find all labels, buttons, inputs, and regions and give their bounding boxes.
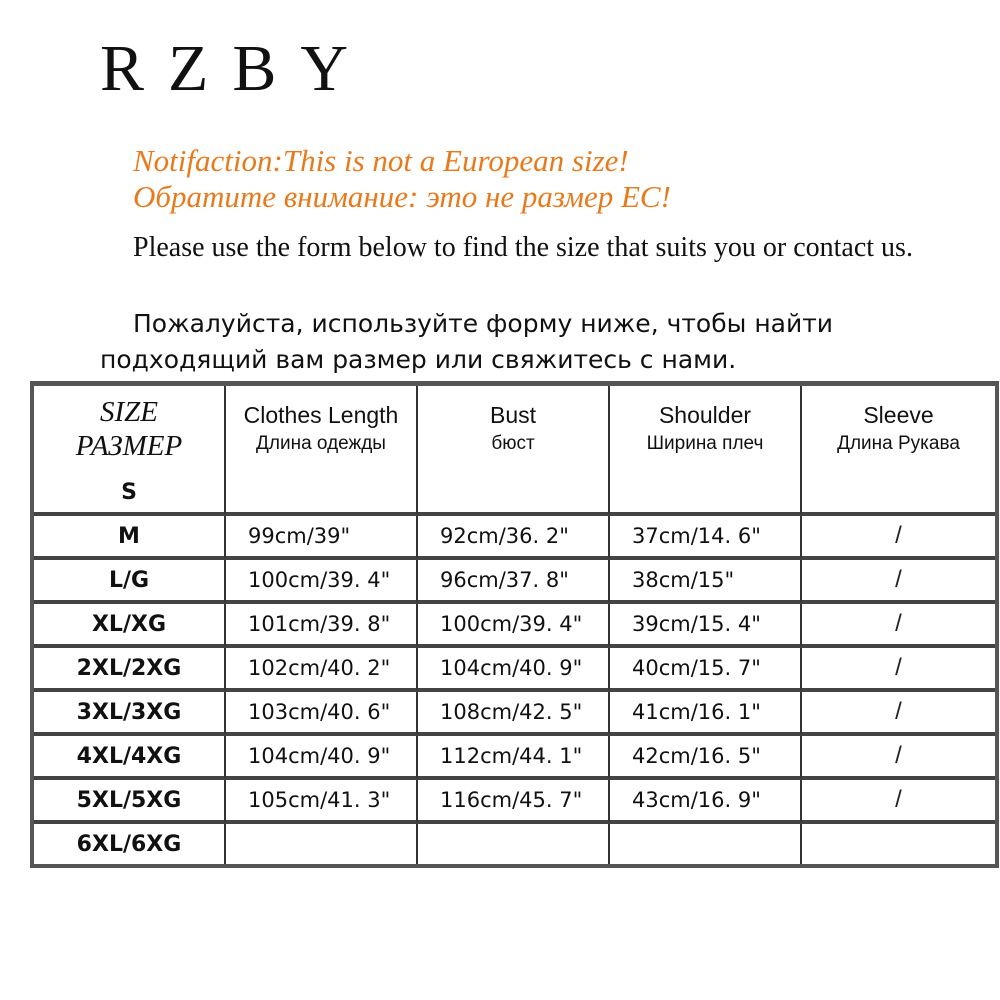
bust-value: 92cm/36. 2" bbox=[440, 524, 569, 548]
shoulder-cell bbox=[610, 472, 802, 516]
sleeve-value: / bbox=[895, 522, 902, 549]
col-header-en: Shoulder bbox=[658, 402, 752, 428]
shoulder-value: 37cm/14. 6" bbox=[632, 524, 761, 548]
table-row bbox=[34, 780, 995, 824]
length-cell bbox=[226, 560, 418, 604]
sleeve-cell bbox=[802, 472, 995, 516]
bust-cell bbox=[418, 780, 610, 824]
sleeve-cell bbox=[802, 736, 995, 780]
col-header-en: Bust bbox=[489, 402, 537, 428]
sleeve-value: / bbox=[895, 654, 902, 681]
notice-english: Notifaction:This is not a European size! bbox=[133, 143, 629, 178]
table-header-row bbox=[34, 386, 995, 472]
col-header-length bbox=[226, 386, 418, 472]
bust-cell bbox=[418, 824, 610, 864]
col-header-en: Clothes Length bbox=[243, 402, 399, 428]
bust-cell bbox=[418, 692, 610, 736]
sleeve-value: / bbox=[895, 698, 902, 725]
table-row bbox=[34, 560, 995, 604]
bust-cell bbox=[418, 648, 610, 692]
length-value: 102cm/40. 2" bbox=[248, 656, 391, 680]
col-header-bust bbox=[418, 386, 610, 472]
table-row bbox=[34, 604, 995, 648]
col-header-ru: бюст bbox=[491, 433, 535, 454]
sleeve-value: / bbox=[895, 786, 902, 813]
bust-value: 104cm/40. 9" bbox=[440, 656, 583, 680]
intro-english: Please use the form below to find the size that suits you or contact us. bbox=[133, 232, 913, 263]
bust-cell bbox=[418, 560, 610, 604]
length-cell bbox=[226, 604, 418, 648]
brand-logo: RZBY bbox=[100, 32, 373, 105]
size-value: 5XL/5XG bbox=[76, 787, 182, 813]
bust-cell bbox=[418, 516, 610, 560]
sleeve-value: / bbox=[895, 742, 902, 769]
size-cell bbox=[34, 692, 226, 736]
length-value: 99cm/39" bbox=[248, 524, 351, 548]
bust-value: 112cm/44. 1" bbox=[440, 744, 583, 768]
sleeve-cell bbox=[802, 560, 995, 604]
size-value: 2XL/2XG bbox=[76, 655, 182, 681]
sleeve-cell bbox=[802, 824, 995, 864]
size-value: S bbox=[121, 479, 137, 505]
size-cell bbox=[34, 560, 226, 604]
size-value: L/G bbox=[108, 567, 150, 593]
bust-value: 116cm/45. 7" bbox=[440, 788, 583, 812]
bust-value: 108cm/42. 5" bbox=[440, 700, 583, 724]
length-value: 101cm/39. 8" bbox=[248, 612, 391, 636]
table-row bbox=[34, 692, 995, 736]
intro-russian: Пожалуйста, используйте форму ниже, чтобы найти подходящий вам размер или свяжитесь с нами. bbox=[100, 309, 834, 374]
shoulder-cell bbox=[610, 648, 802, 692]
shoulder-value: 42cm/16. 5" bbox=[632, 744, 761, 768]
shoulder-value: 43cm/16. 9" bbox=[632, 788, 761, 812]
col-header-sleeve bbox=[802, 386, 995, 472]
size-rows bbox=[34, 472, 995, 864]
length-cell bbox=[226, 736, 418, 780]
size-value: M bbox=[118, 523, 140, 549]
table-row bbox=[34, 648, 995, 692]
sleeve-cell bbox=[802, 648, 995, 692]
size-value: 3XL/3XG bbox=[76, 699, 182, 725]
size-cell bbox=[34, 736, 226, 780]
length-value: 105cm/41. 3" bbox=[248, 788, 391, 812]
col-header-en: Sleeve bbox=[863, 402, 934, 428]
length-cell bbox=[226, 472, 418, 516]
col-header-ru: Длина одежды bbox=[256, 433, 386, 454]
table-row bbox=[34, 736, 995, 780]
sleeve-cell bbox=[802, 516, 995, 560]
shoulder-cell bbox=[610, 692, 802, 736]
table-row bbox=[34, 824, 995, 864]
size-header-ru: РАЗМЕР bbox=[75, 430, 183, 462]
bust-cell bbox=[418, 472, 610, 516]
length-cell bbox=[226, 824, 418, 864]
size-chart-table bbox=[30, 381, 999, 868]
size-cell bbox=[34, 516, 226, 560]
size-cell bbox=[34, 648, 226, 692]
size-value: XL/XG bbox=[91, 611, 167, 637]
shoulder-value: 38cm/15" bbox=[632, 568, 735, 592]
shoulder-cell bbox=[610, 780, 802, 824]
sleeve-value: / bbox=[895, 566, 902, 593]
col-header-shoulder bbox=[610, 386, 802, 472]
shoulder-cell bbox=[610, 824, 802, 864]
table-row bbox=[34, 516, 995, 560]
size-cell bbox=[34, 780, 226, 824]
length-value: 103cm/40. 6" bbox=[248, 700, 391, 724]
size-cell bbox=[34, 824, 226, 864]
size-value: 4XL/4XG bbox=[76, 743, 182, 769]
size-value: 6XL/6XG bbox=[76, 831, 182, 857]
bust-value: 96cm/37. 8" bbox=[440, 568, 569, 592]
size-cell bbox=[34, 604, 226, 648]
sleeve-cell bbox=[802, 780, 995, 824]
size-header-en: SIZE bbox=[100, 396, 158, 428]
size-notice bbox=[133, 143, 973, 215]
size-header-cell bbox=[34, 386, 226, 472]
bust-value: 100cm/39. 4" bbox=[440, 612, 583, 636]
bust-cell bbox=[418, 604, 610, 648]
bust-cell bbox=[418, 736, 610, 780]
length-cell bbox=[226, 516, 418, 560]
col-header-ru: Ширина плеч bbox=[646, 433, 764, 454]
shoulder-cell bbox=[610, 560, 802, 604]
sleeve-value: / bbox=[895, 610, 902, 637]
shoulder-cell bbox=[610, 736, 802, 780]
table-row bbox=[34, 472, 995, 516]
shoulder-value: 40cm/15. 7" bbox=[632, 656, 761, 680]
shoulder-cell bbox=[610, 516, 802, 560]
size-cell bbox=[34, 472, 226, 516]
length-value: 100cm/39. 4" bbox=[248, 568, 391, 592]
notice-russian: Обратите внимание: это не размер ЕС! bbox=[133, 179, 671, 214]
sleeve-cell bbox=[802, 692, 995, 736]
length-value: 104cm/40. 9" bbox=[248, 744, 391, 768]
sleeve-cell bbox=[802, 604, 995, 648]
length-cell bbox=[226, 648, 418, 692]
col-header-ru: Длина Рукава bbox=[837, 433, 960, 454]
length-cell bbox=[226, 780, 418, 824]
shoulder-value: 39cm/15. 4" bbox=[632, 612, 761, 636]
shoulder-value: 41cm/16. 1" bbox=[632, 700, 761, 724]
shoulder-cell bbox=[610, 604, 802, 648]
length-cell bbox=[226, 692, 418, 736]
